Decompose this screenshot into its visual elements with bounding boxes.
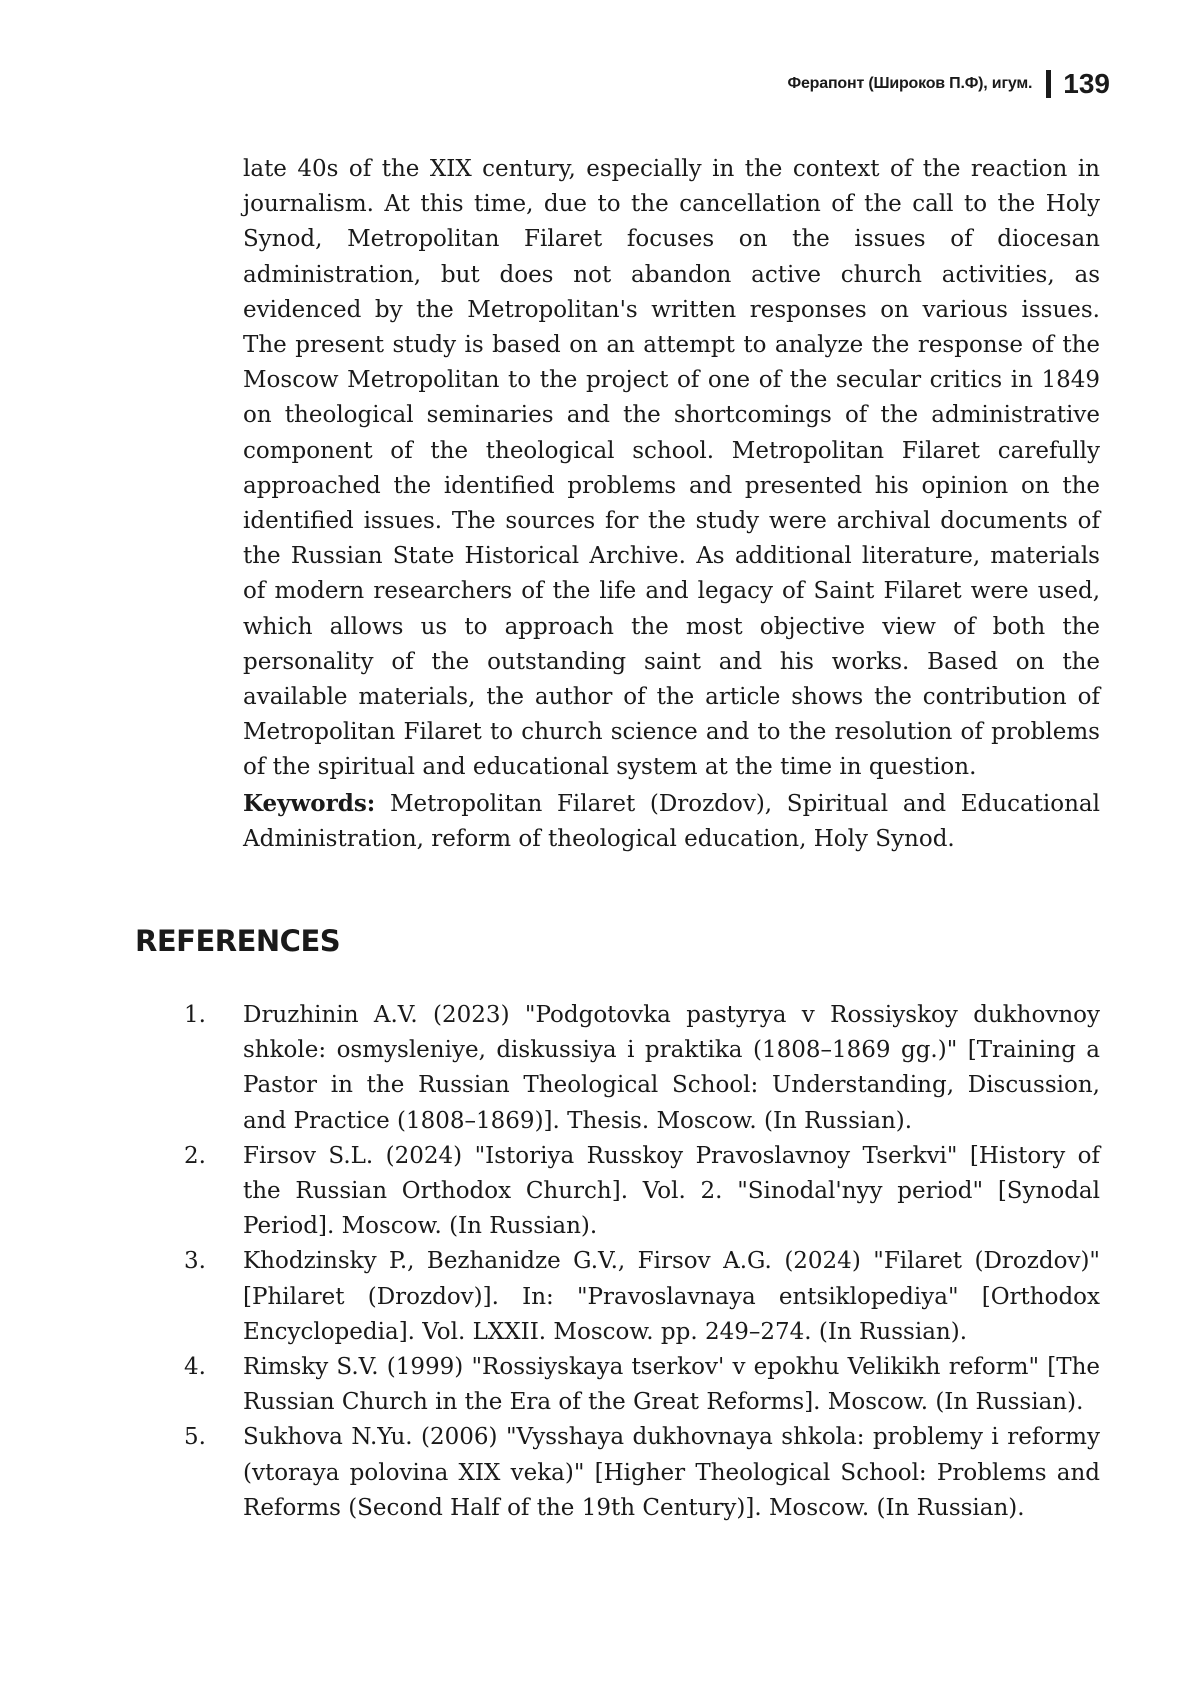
- page-number: 139: [1063, 68, 1110, 99]
- keywords-label: Keywords:: [243, 789, 376, 817]
- reference-number: 4.: [184, 1354, 206, 1381]
- running-header: [788, 68, 1110, 100]
- reference-number: 5.: [184, 1424, 206, 1451]
- reference-text: Druzhinin A.V. (2023) "Podgotovka pastyrya v Rossiyskoy dukhovnoy shkole: osmysleniye, diskussiya i praktika (1808–1869 gg.)" [Training a Pastor in the Russian Theological School: Understanding, Discussion, and Practice (1808–1869)]. Thesis. Moscow. (In Russian).: [243, 1002, 1100, 1134]
- reference-item: [184, 1420, 1100, 1526]
- keywords: [243, 786, 1100, 857]
- reference-number: 3.: [184, 1248, 206, 1275]
- reference-item: [184, 1139, 1100, 1245]
- reference-text: Rimsky S.V. (1999) "Rossiyskaya tserkov' v epokhu Velikikh reform" [The Russian Church in the Era of the Great Reforms]. Moscow. (In Russian).: [243, 1354, 1100, 1416]
- keywords-text: Metropolitan Filaret (Drozdov), Spiritual and Educational Administration, reform of theological education, Holy Synod.: [243, 790, 1101, 852]
- reference-number: 2.: [184, 1142, 206, 1169]
- reference-text: Firsov S.L. (2024) "Istoriya Russkoy Pravoslavnoy Tserkvi" [History of the Russian Orthodox Church]. Vol. 2. "Sinodal'nyy period" [Synodal Period]. Moscow. (In Russian).: [243, 1142, 1100, 1240]
- reference-item: [184, 1244, 1100, 1350]
- abstract-body: late 40s of the XIX century, especially in the context of the reaction in journalism. At this time, due to the cancellation of the call to the Holy Synod, Metropolitan Filaret focuses on the issues of diocesan administration, but does not abandon active church activities, as evidenced by the Metropolitan's written responses on various issues. The present study is based on an attempt to analyze the response of the Moscow Metropolitan to the project of one of the secular critics in 1849 on theological seminaries and the shortcomings of the administrative component of the theological school. Metropolitan Filaret carefully approached the identified problems and presented his opinion on the identified issues. The sources for the study were archival documents of the Russian State Historical Archive. As additional literature, materials of modern researchers of the life and legacy of Saint Filaret were used, which allows us to approach the most objective view of both the personality of the outstanding saint and his works. Based on the available materials, the author of the article shows the contribution of Metropolitan Filaret to church science and to the resolution of problems of the spiritual and educational system at the time in question.: [243, 156, 1100, 781]
- reference-text: Khodzinsky P., Bezhanidze G.V., Firsov A.G. (2024) "Filaret (Drozdov)" [Philaret (Drozdov)]. In: "Pravoslavnaya entsiklopediya" [Orthodox Encyclopedia]. Vol. LXXII. Moscow. pp. 249–274. (In Russian).: [243, 1248, 1100, 1345]
- references-list: [184, 998, 1100, 1526]
- references-heading: REFERENCES: [135, 924, 341, 958]
- header-divider: [1046, 70, 1051, 98]
- abstract: [243, 152, 1100, 857]
- reference-item: [184, 1350, 1100, 1420]
- reference-item: [184, 998, 1100, 1139]
- running-header-author: Ферапонт (Широков П.Ф), игум.: [787, 75, 1033, 92]
- reference-text: Sukhova N.Yu. (2006) "Vysshaya dukhovnaya shkola: problemy i reformy (vtoraya polovina XIX veka)" [Higher Theological School: Problems and Reforms (Second Half of the 19th Century)]. Moscow. (In Russian).: [243, 1424, 1100, 1521]
- reference-number: 1.: [184, 1002, 206, 1028]
